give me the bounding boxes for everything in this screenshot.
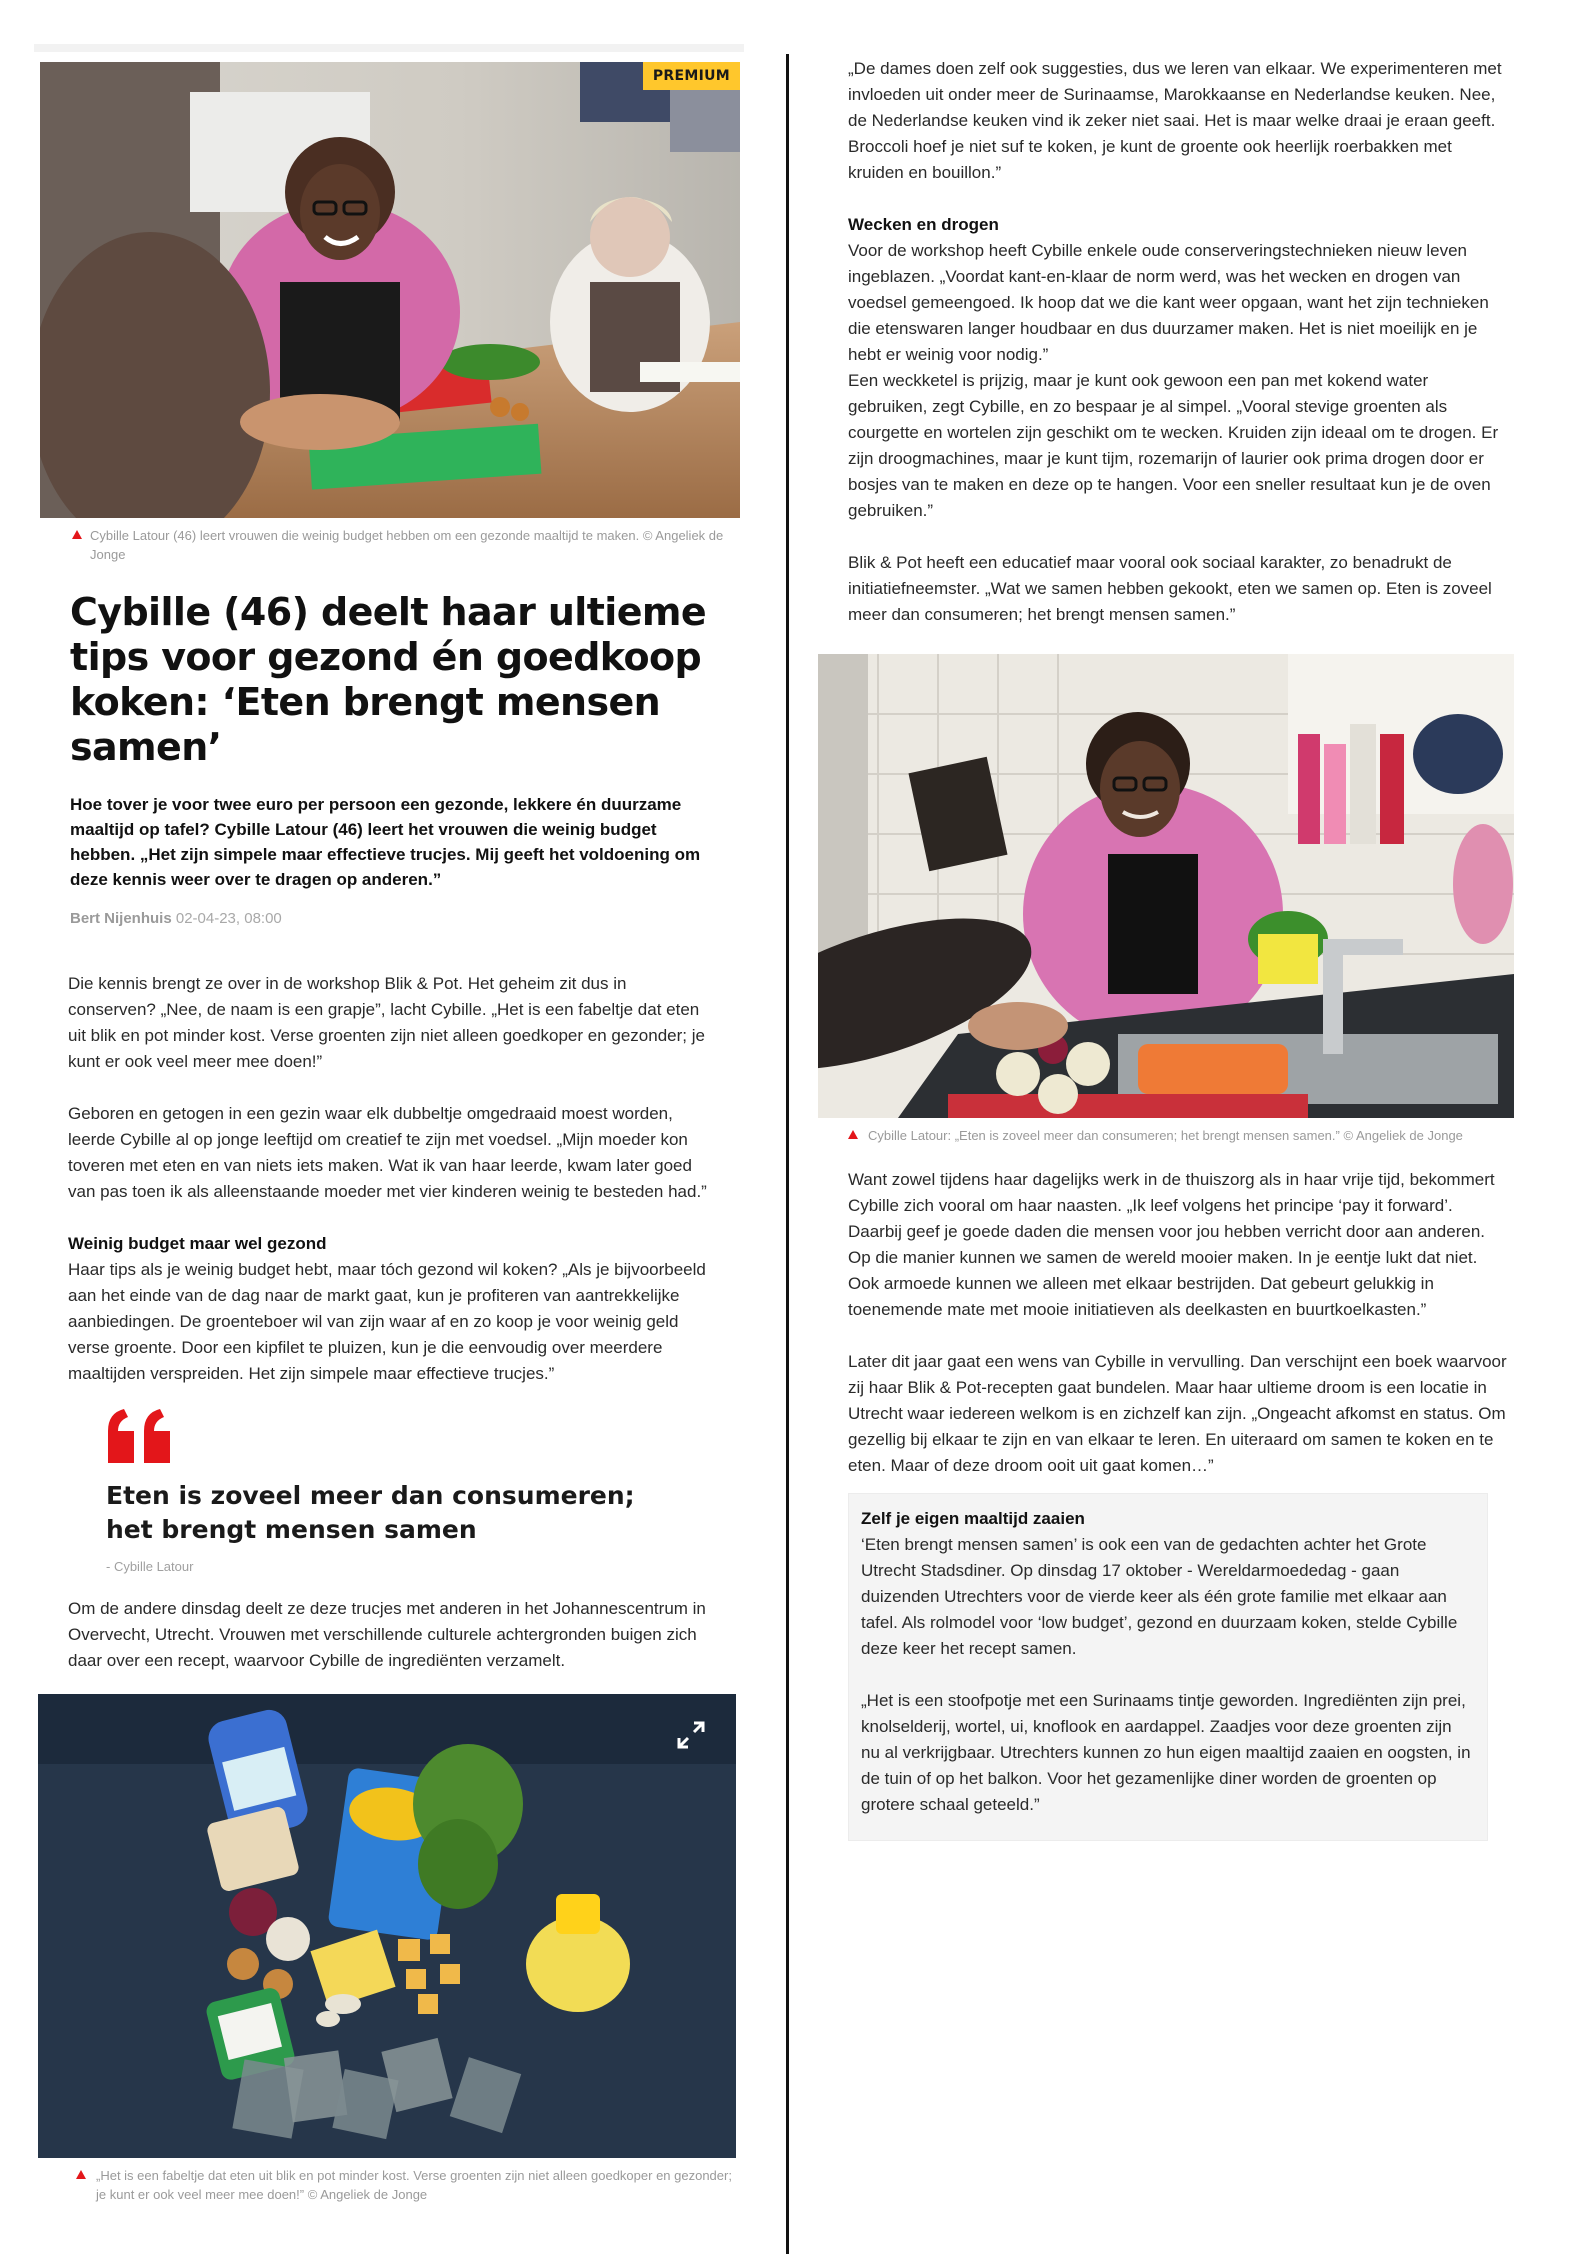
right-column: [818, 56, 1507, 1841]
lead-paragraph: Hoe tover je voor twee euro per persoon een gezonde, lekkere én duurzame maaltijd op tafel? Cybille Latour (46) leert het vrouwen die weinig budget hebben. „Het zijn simpele maar effectieve trucjes. Mij geeft het voldoening om deze kennis weer over te dragen op anderen.”: [70, 795, 701, 889]
expand-icon[interactable]: [676, 1720, 706, 1750]
hero-image: [40, 62, 740, 518]
paragraph: Een weckketel is prijzig, maar je kunt ook gewoon een pan met kokend water gebruiken, zegt Cybille, en zo bespaar je al simpel. „Vooral stevige groenten als courgette en wortelen zijn geschikt om te wecken. Kruiden zijn ideaal om te drogen. Er zijn droogmachines, maar je kunt tijm, rozemarijn of laurier ook prima drogen door er bosjes van te maken en deze op te hangen. Voor een sneller resultaat kun je de oven gebruiken.”: [848, 371, 1499, 520]
kitchen-photo: [818, 654, 1514, 1118]
triangle-icon: [72, 530, 82, 539]
ingredients-image: [38, 1694, 736, 2158]
paragraph: ‘Eten brengt mensen samen’ is ook een van de gedachten achter het Grote Utrecht Stadsdiner. Op dinsdag 17 oktober - Wereldarmoededag - gaan duizenden Utrechters voor de vierde keer als één grote familie met elkaar aan tafel. Als rolmodel voor ‘low budget’, gezond en duurzaam koken, stelde Cybille deze keer het recept samen.: [861, 1535, 1458, 1658]
paragraph: Om de andere dinsdag deelt ze deze trucjes met anderen in het Johannescentrum in Overvecht, Utrecht. Vrouwen met verschillende culturele achtergronden buigen zich daar over een recept, waarvoor Cybille de ingrediënten verzamelt.: [68, 1599, 706, 1670]
triangle-icon: [848, 1130, 858, 1139]
article-body-right: [848, 56, 1508, 628]
paragraph: Blik & Pot heeft een educatief maar vooral ook sociaal karakter, zo benadrukt de initiatiefneemster. „Wat we samen hebben gekookt, eten we samen op. Eten is zoveel meer dan consumeren; het brengt mensen samen.”: [848, 553, 1492, 624]
section-heading: Weinig budget maar wel gezond: [68, 1234, 327, 1253]
paragraph: Geboren en getogen in een gezin waar elk dubbeltje omgedraaid moest worden, leerde Cybille al op jonge leeftijd om creatief te zijn met voedsel. „Mijn moeder kon toveren met eten en van niets iets maken. Wat ik van haar leerde, kwam later goed van pas toen ik als alleenstaande moeder met vier kinderen weinig te besteden had.”: [68, 1104, 707, 1201]
paragraph: Want zowel tijdens haar dagelijks werk in de thuiszorg als in haar vrije tijd, bekommert Cybille zich vooral om haar naasten. „Ik leef volgens het principe ‘pay it forward’. Daarbij geef je goede daden die mensen voor jou hebben verricht door aan anderen. Op die manier kunnen we samen de wereld mooier maken. In je eentje lukt dat niet. Ook armoede kunnen we alleen met elkaar bestrijden. Dat gebeurt gelukkig in toenemende mate met mooie initiatieven als deelkasten en buurtkoelkasten.”: [848, 1170, 1495, 1319]
paragraph: „De dames doen zelf ook suggesties, dus we leren van elkaar. We experimenteren met invloeden uit onder meer de Surinaamse, Marokkaanse en Nederlandse keuken. Nee, de Nederlandse keuken vind ik zeker niet saai. Het is maar welke draai je eraan geeft. Broccoli hoef je niet suf te koken, je kunt de groente ook heerlijk roerbakken met kruiden en bouillon.”: [848, 59, 1502, 182]
article-body-left-2: [68, 1596, 718, 1674]
ingredients-photo[interactable]: [38, 1694, 736, 2158]
headline: Cybille (46) deelt haar ultieme tips voor gezond én goedkoop koken: ‘Eten brengt mensen samen’: [70, 590, 707, 769]
hero-caption: Cybille Latour (46) leert vrouwen die weinig budget hebben om een gezonde maaltijd te maken. © Angeliek de Jonge: [34, 526, 744, 564]
kitchen-caption: Cybille Latour: „Eten is zoveel meer dan consumeren; het brengt mensen samen.” © Angeliek de Jonge: [818, 1126, 1498, 1145]
paragraph: Haar tips als je weinig budget hebt, maar tóch gezond wil koken? „Als je bijvoorbeeld aan het einde van de dag naar de markt gaat, kun je profiteren van aantrekkelijke aanbiedingen. De groenteboer wil van zijn waar af en zo koop je voor weinig geld verse groente. Door een kipfilet te pluizen, kun je die eenvoudig over meerdere maaltijden verspreiden. Het zijn simpele maar effectieve trucjes.”: [68, 1260, 706, 1383]
paragraph: „Het is een stoofpotje met een Surinaams tintje geworden. Ingrediënten zijn prei, knolselderij, wortel, ui, knoflook en aardappel. Zaadjes voor deze groenten zijn nu al verkrijgbaar. Utrechters kunnen zo hun eigen maaltijd zaaien en oogsten, in de tuin of op het balkon. Voor het gezamenlijke diner worden de groenten op grotere schaal geteeld.”: [861, 1691, 1471, 1814]
triangle-icon: [76, 2170, 86, 2179]
quote-author: - Cybille Latour: [106, 1559, 194, 1574]
info-box: [848, 1493, 1488, 1841]
quote-text: Eten is zoveel meer dan consumeren; het brengt mensen samen: [106, 1481, 635, 1544]
pull-quote: [106, 1409, 666, 1574]
kitchen-image: [818, 654, 1514, 1118]
publish-date: 02-04-23, 08:00: [175, 910, 282, 927]
box-title: Zelf je eigen maaltijd zaaien: [861, 1509, 1085, 1528]
ingredients-caption: „Het is een fabeltje dat eten uit blik en pot minder kost. Verse groenten zijn niet alleen goedkoper en gezonder; je kunt er ook veel meer mee doen!” © Angeliek de Jonge: [34, 2166, 744, 2204]
quote-mark-icon: [106, 1409, 172, 1465]
author-name[interactable]: Bert Nijenhuis: [70, 910, 172, 927]
premium-badge: PREMIUM: [643, 62, 740, 90]
article-body-left: [68, 971, 718, 1387]
section-heading: Wecken en drogen: [848, 215, 999, 234]
paragraph: Later dit jaar gaat een wens van Cybille in vervulling. Dan verschijnt een boek waarvoor zij haar Blik & Pot-recepten gaat bundelen. Maar haar ultieme droom is een locatie in Utrecht waar iedereen welkom is en zichzelf kan zijn. „Ongeacht afkomst en status. Om gezellig bij elkaar te zijn en van elkaar te leren. En uiteraard om samen te koken en te eten. Maar of deze droom ooit uit gaat komen…”: [848, 1352, 1507, 1475]
article-body-right-2: [848, 1167, 1508, 1479]
paragraph: Voor de workshop heeft Cybille enkele oude conserveringstechnieken nieuw leven ingeblazen. „Voordat kant-en-klaar de norm werd, was het wecken en drogen van voedsel gemeengoed. Ik hoop dat we die kant weer opgaan, want het zijn technieken die etenswaren langer houdbaar en dus duurzamer maken. Het is niet moeilijk en je hebt er weinig voor nodig.”: [848, 241, 1489, 364]
hero-photo: [40, 62, 740, 518]
paragraph: Die kennis brengt ze over in de workshop Blik & Pot. Het geheim zit dus in conserven? „Nee, de naam is een grapje”, lacht Cybille. „Het is een fabeltje dat eten uit blik en pot minder kost. Verse groenten zijn niet alleen goedkoper en gezonder; je kunt er ook veel meer mee doen!”: [68, 974, 705, 1071]
byline: [70, 910, 744, 927]
column-divider: [786, 54, 789, 2254]
left-column: [34, 44, 744, 2204]
